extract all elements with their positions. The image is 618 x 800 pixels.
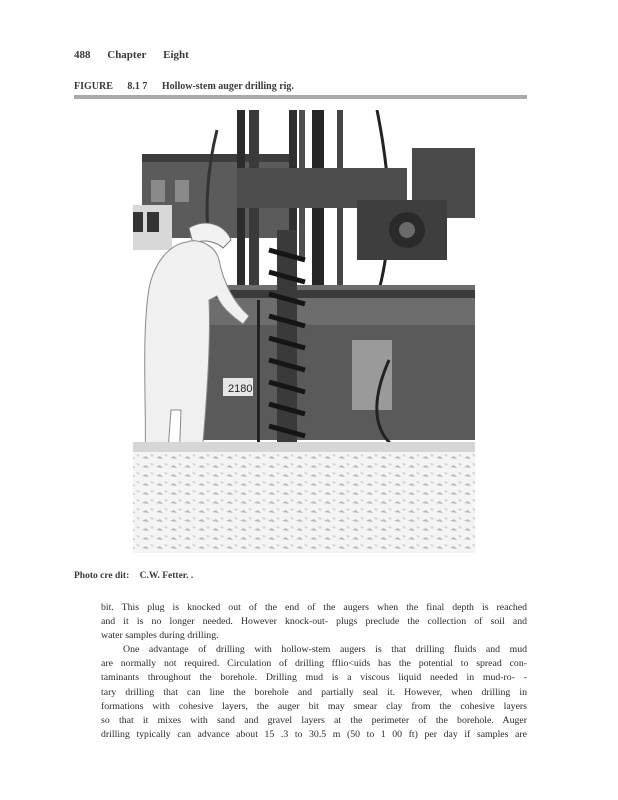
figure-label: FIGURE [74,81,113,92]
body-line: One advantage of drilling with hollow-stem augers is that drilling fluids and mud [123,644,527,656]
body-line: are normally not required. Circulation of drilling fflio<uids has the potential to spread con- [101,658,527,670]
body-line: so that it mixes with sand and gravel layers at the perimeter of the borehole. Auger [101,714,527,726]
body-line: and it is no longer needed. However knock-out- plugs preclude the collection of soil and [101,616,527,628]
photo-credit-label: Photo cre dit: [74,571,130,581]
figure-number: 8.1 7 [127,81,148,92]
photo-credit [74,571,201,581]
photo-credit-name: C.W. Fetter. . [139,571,194,581]
body-line: bit. This plug is knocked out of the end of the augers when the final depth is reached [101,602,527,613]
body-text [101,601,527,742]
figure-title: Hollow-stem auger drilling rig. [161,81,294,92]
chapter-name: Eight [163,49,189,61]
chapter-label: Chapter [107,49,147,61]
page-number: 488 [74,49,91,61]
body-line: formations with cohesive layers, the auger bit may smear clay from the cohesive layers [101,700,527,712]
figure-caption [74,81,306,92]
body-line: water samples during drilling. [101,630,219,642]
gravel-ground [127,450,475,553]
drilling-rig-photo [127,110,475,553]
caption-rule [74,95,527,99]
body-line: drilling typically can advance about 15 .3 to 30.5 m (50 to 1 00 ft) per day if samples are [101,728,527,740]
body-line: taminants throughout the borehole. Drilling mud is a viscous liquid needed in mud-ro- - [101,672,527,684]
running-head [74,49,203,61]
body-line: tary drilling that can line the borehole and partially seal it. However, when drilling in [101,686,527,698]
license-plate-text: 2180 [228,383,253,395]
